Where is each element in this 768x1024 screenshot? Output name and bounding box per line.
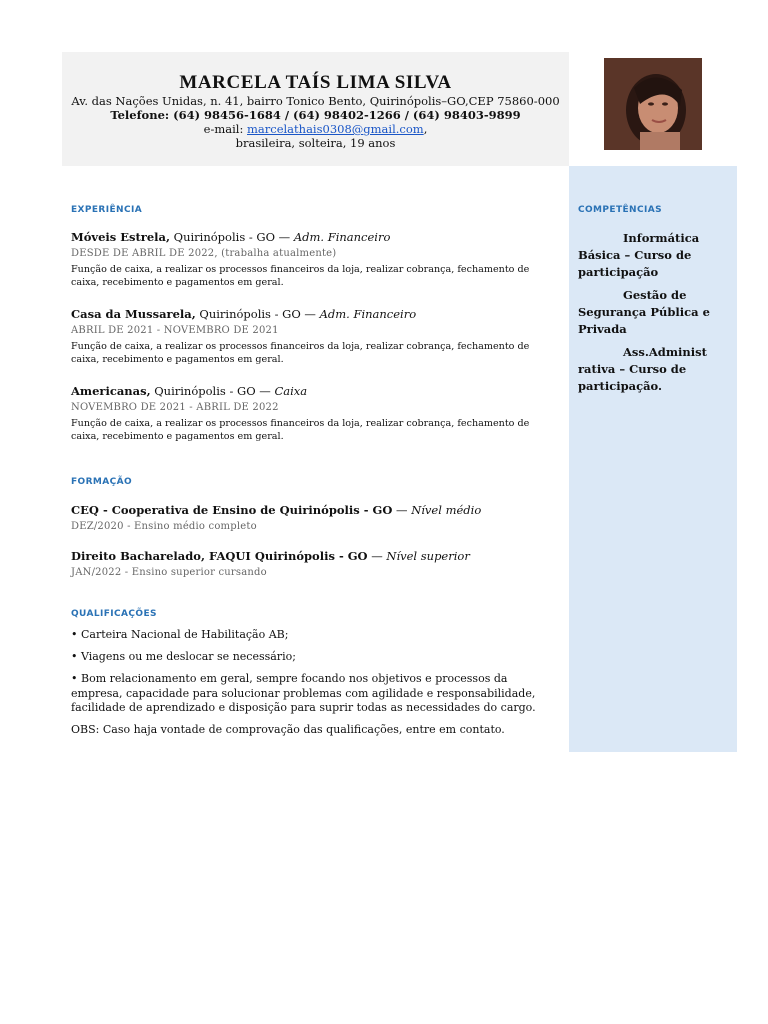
experience-company: Móveis Estrela,	[71, 230, 170, 244]
education-heading	[71, 549, 556, 564]
competency-item	[578, 344, 712, 395]
competency-detail: Segurança Pública e Privada	[578, 305, 710, 336]
competencies-section-title: COMPETÊNCIAS	[578, 205, 662, 215]
education-dates: JAN/2022 - Ensino superior cursando	[71, 567, 267, 578]
education-dates: DEZ/2020 - Ensino médio completo	[71, 521, 257, 532]
qualification-item: • Bom relacionamento em geral, sempre focando nos objetivos e processos da empresa, capacidade para solucionar problemas com agilidade e responsabilidade, facilidade de aprendizado e disposição para suprir todas as necessidades do cargo.	[71, 672, 536, 714]
experience-role: Caixa	[274, 384, 308, 398]
education-separator: —	[367, 549, 387, 563]
education-section-title: FORMAÇÃO	[71, 477, 133, 487]
email-line	[62, 122, 569, 136]
experience-dates: DESDE DE ABRIL DE 2022, (trabalha atualmente)	[71, 248, 337, 259]
experience-description: Função de caixa, a realizar os processos financeiros da loja, realizar cobrança, fechamento de caixa, recebimento e pagamentos em geral.	[71, 418, 530, 442]
education-heading	[71, 503, 556, 518]
experience-company: Americanas,	[71, 384, 151, 398]
experience-dates: ABRIL DE 2021 - NOVEMBRO DE 2021	[71, 325, 279, 336]
candidate-name: MARCELA TAÍS LIMA SILVA	[179, 72, 452, 93]
education-level: Nível médio	[411, 503, 482, 517]
competency-name: Gestão de	[623, 288, 687, 302]
experience-role: Adm. Financeiro	[319, 307, 417, 321]
email-suffix: ,	[423, 122, 428, 136]
qualification-item: • Carteira Nacional de Habilitação AB;	[71, 628, 289, 641]
experience-description: Função de caixa, a realizar os processos financeiros da loja, realizar cobrança, fechamento de caixa, recebimento e pagamentos em geral.	[71, 264, 530, 288]
experience-location: Quirinópolis - GO —	[195, 307, 320, 321]
email-label: e-mail:	[203, 122, 247, 136]
address-line: Av. das Nações Unidas, n. 41, bairro Tonico Bento, Quirinópolis–GO,CEP 75860-000	[71, 94, 560, 108]
qualification-item: • Viagens ou me deslocar se necessário;	[71, 650, 296, 663]
qualification-note: OBS: Caso haja vontade de comprovação das qualificações, entre em contato.	[71, 723, 505, 736]
education-item	[71, 549, 556, 578]
competency-item	[578, 287, 712, 338]
experience-description: Função de caixa, a realizar os processos financeiros da loja, realizar cobrança, fechamento de caixa, recebimento e pagamentos em geral.	[71, 341, 530, 365]
education-separator: —	[392, 503, 412, 517]
personal-info: brasileira, solteira, 19 anos	[235, 136, 396, 150]
competency-item	[578, 230, 712, 281]
education-level: Nível superior	[386, 549, 470, 563]
experience-item	[71, 230, 556, 289]
experience-item	[71, 307, 556, 366]
experience-item	[71, 384, 556, 443]
phone-line: Telefone: (64) 98456-1684 / (64) 98402-1266 / (64) 98403-9899	[110, 108, 521, 122]
experience-dates: NOVEMBRO DE 2021 - ABRIL DE 2022	[71, 402, 279, 413]
experience-section-title: EXPERIÊNCIA	[71, 205, 143, 215]
profile-photo	[604, 58, 702, 150]
experience-heading	[71, 384, 556, 399]
qualifications-section-title: QUALIFICAÇÕES	[71, 609, 157, 619]
resume-header	[62, 52, 569, 166]
experience-company: Casa da Mussarela,	[71, 307, 196, 321]
education-item	[71, 503, 556, 532]
experience-location: Quirinópolis - GO —	[170, 230, 294, 244]
email-link[interactable]: marcelathais0308@gmail.com	[247, 122, 424, 136]
competency-name: Informática	[623, 231, 700, 245]
competency-detail: rativa – Curso de participação.	[578, 362, 687, 393]
experience-heading	[71, 307, 556, 322]
experience-heading	[71, 230, 556, 245]
competency-name: Ass.Administ	[623, 345, 707, 359]
education-school: CEQ - Cooperativa de Ensino de Quirinópolis - GO	[71, 503, 393, 517]
profile-photo-portrait	[604, 58, 702, 150]
education-school: Direito Bacharelado, FAQUI Quirinópolis - GO	[71, 549, 368, 563]
competency-detail: Básica – Curso de participação	[578, 248, 692, 279]
experience-location: Quirinópolis - GO —	[150, 384, 275, 398]
experience-role: Adm. Financeiro	[293, 230, 391, 244]
